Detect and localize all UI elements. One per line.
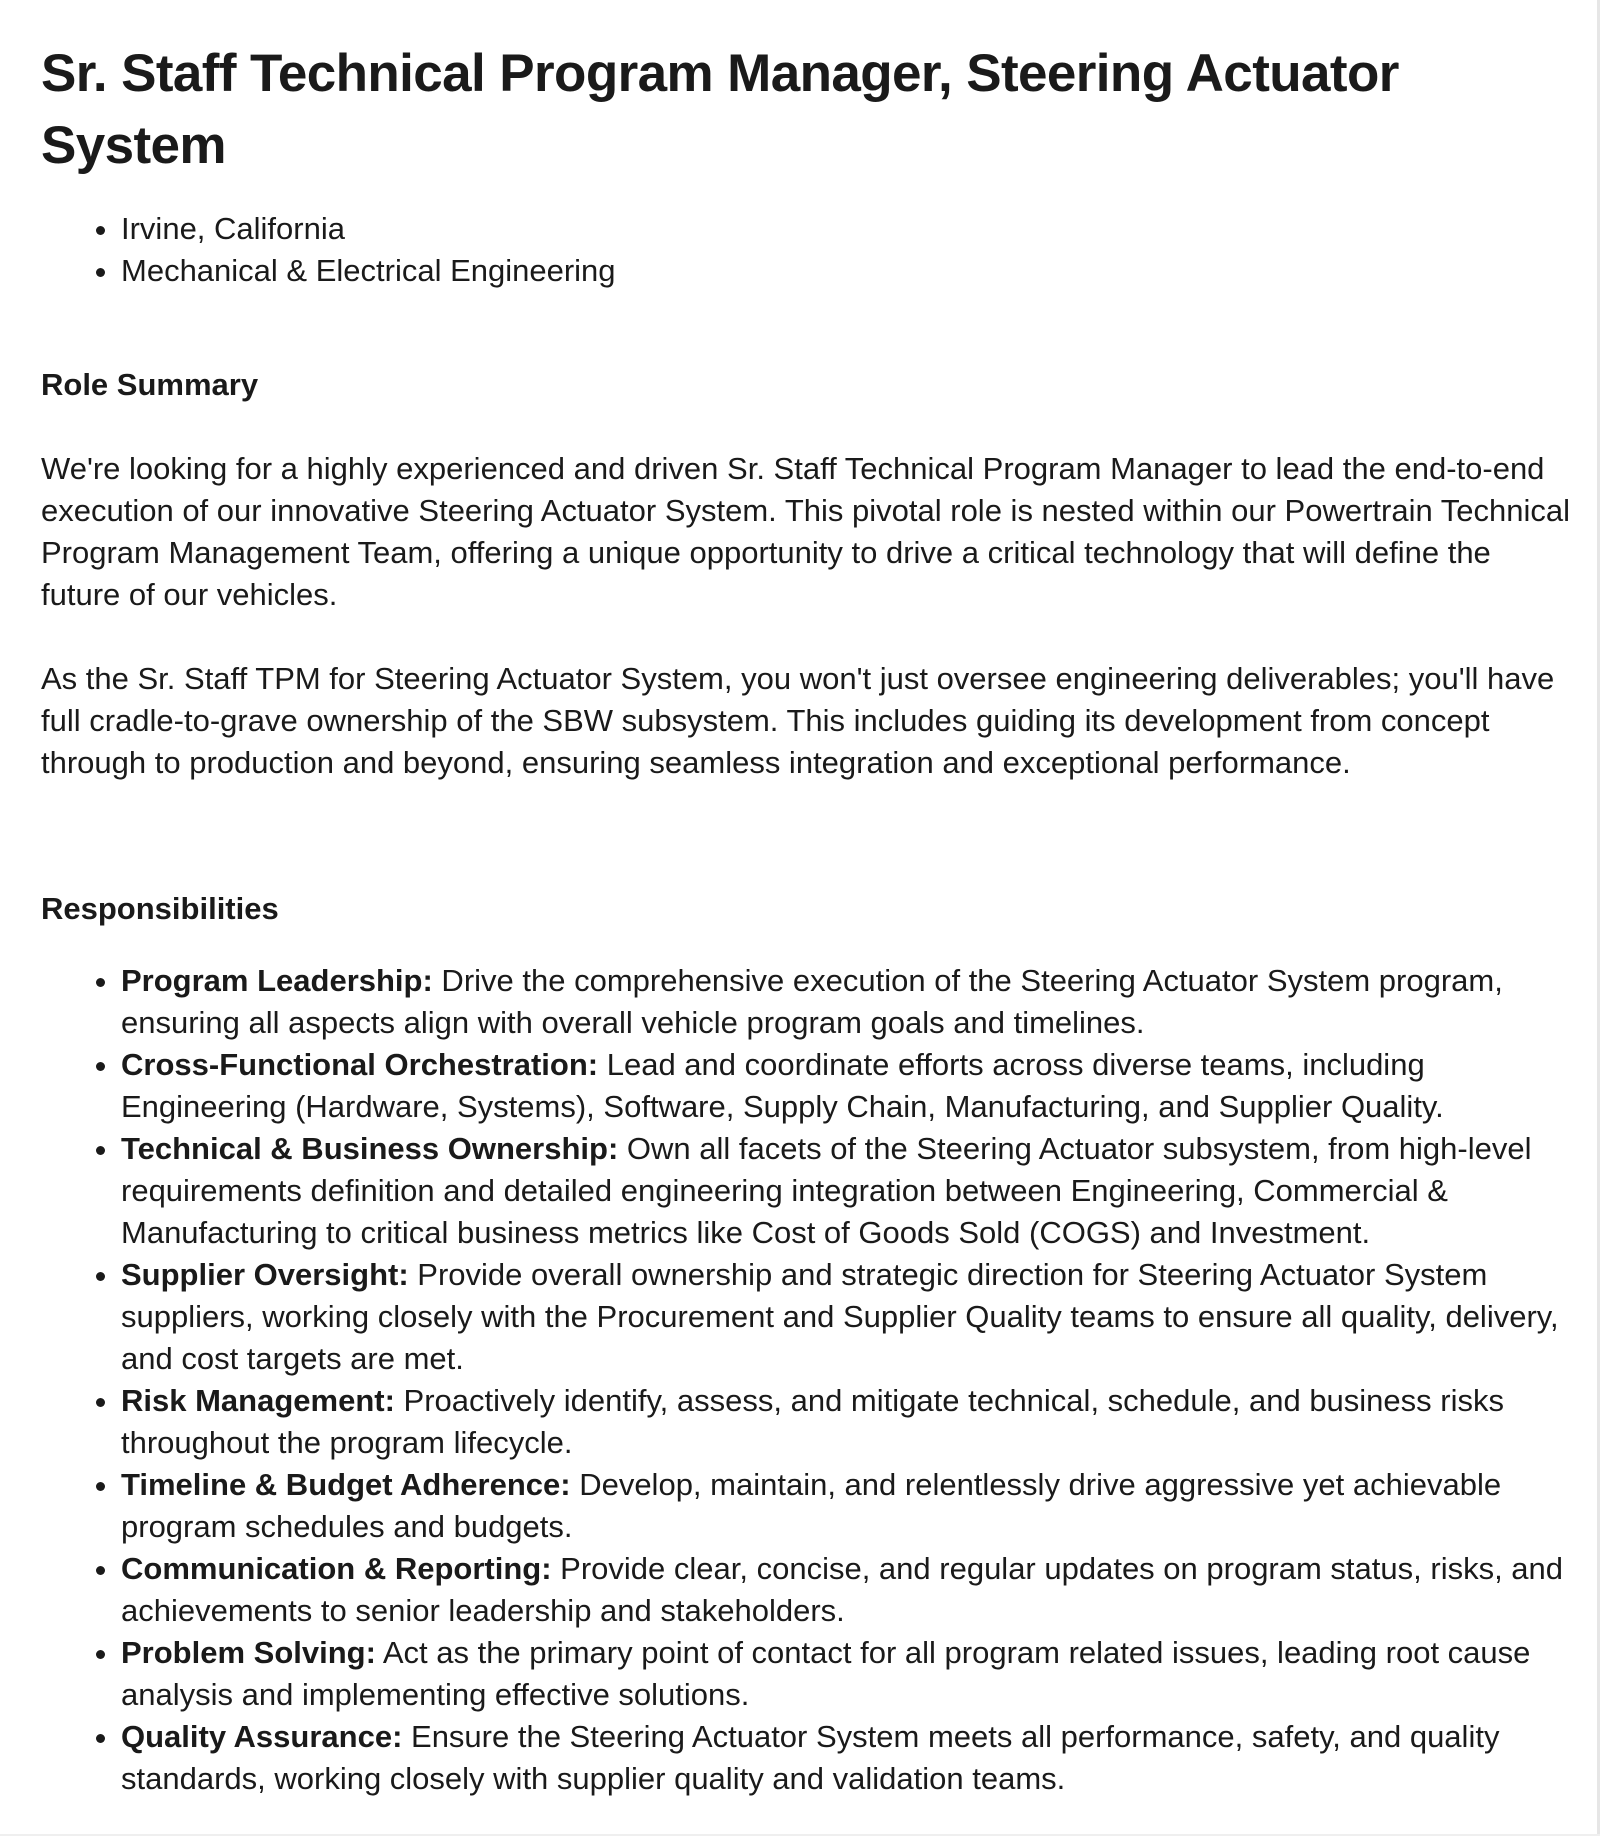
responsibility-item: [121, 1044, 1581, 1128]
responsibility-item: [121, 1128, 1581, 1254]
responsibility-item: [121, 1632, 1581, 1716]
responsibility-item: [121, 1548, 1581, 1632]
responsibility-item: [121, 1380, 1581, 1464]
responsibility-label: Risk Management:: [121, 1383, 395, 1418]
responsibility-text: Ensure the Steering Actuator System meets all performance, safety, and quality standards, working closely with supplier quality and validation teams.: [121, 1719, 1500, 1796]
responsibility-label: Technical & Business Ownership:: [121, 1131, 619, 1166]
responsibility-text: Proactively identify, assess, and mitigate technical, schedule, and business risks throughout the program lifecycle.: [121, 1383, 1504, 1460]
role-summary-paragraph: As the Sr. Staff TPM for Steering Actuator System, you won't just oversee engineering deliverables; you'll have full cradle-to-grave ownership of the SBW subsystem. This includes guiding its development from concept through to production and beyond, ensuring seamless integration and exceptional performance.: [41, 661, 1555, 780]
responsibility-label: Quality Assurance:: [121, 1719, 403, 1754]
responsibility-item: [121, 1254, 1581, 1380]
responsibility-text: Drive the comprehensive execution of the Steering Actuator System program, ensuring all aspects align with overall vehicle program goals and timelines.: [121, 963, 1503, 1040]
responsibility-text: Develop, maintain, and relentlessly drive aggressive yet achievable program schedules and budgets.: [121, 1467, 1502, 1544]
responsibilities-list: [41, 960, 1581, 1800]
responsibility-text: Provide clear, concise, and regular updates on program status, risks, and achievements to senior leadership and stakeholders.: [121, 1551, 1564, 1628]
responsibilities-heading: Responsibilities: [41, 891, 279, 926]
job-department: • Mechanical & Electrical Engineering: [121, 250, 1561, 292]
responsibility-text: Lead and coordinate efforts across diverse teams, including Engineering (Hardware, Systems), Software, Supply Chain, Manufacturing, and Supplier Quality.: [121, 1047, 1444, 1124]
responsibility-item: [121, 960, 1581, 1044]
role-summary-paragraph: We're looking for a highly experienced and driven Sr. Staff Technical Program Manager to lead the end-to-end execution of our innovative Steering Actuator System. This pivotal role is nested within our Powertrain Technical Program Management Team, offering a unique opportunity to drive a critical technology that will define the future of our vehicles.: [41, 451, 1570, 612]
responsibility-text: Own all facets of the Steering Actuator subsystem, from high-level requirements definition and detailed engineering integration between Engineering, Commercial & Manufacturing to critical business metrics like Cost of Goods Sold (COGS) and Investment.: [121, 1131, 1532, 1250]
responsibility-text: Provide overall ownership and strategic direction for Steering Actuator System suppliers, working closely with the Procurement and Supplier Quality teams to ensure all quality, delivery, and cost targets are met.: [121, 1257, 1559, 1376]
job-posting: [41, 38, 1570, 1800]
responsibility-label: Cross-Functional Orchestration:: [121, 1047, 599, 1082]
responsibility-label: Timeline & Budget Adherence:: [121, 1467, 571, 1502]
job-meta-list: [41, 208, 1561, 292]
role-summary-heading: Role Summary: [41, 367, 259, 402]
responsibility-text: Act as the primary point of contact for all program related issues, leading root cause analysis and implementing effective solutions.: [121, 1635, 1531, 1712]
responsibility-label: Program Leadership:: [121, 963, 433, 998]
responsibility-label: Communication & Reporting:: [121, 1551, 552, 1586]
responsibility-item: [121, 1464, 1581, 1548]
responsibility-item: [121, 1716, 1581, 1800]
responsibility-label: Problem Solving:: [121, 1635, 376, 1670]
responsibility-label: Supplier Oversight:: [121, 1257, 409, 1292]
job-location: • Irvine, California: [121, 208, 1561, 250]
job-title: Sr. Staff Technical Program Manager, Steering Actuator System: [41, 44, 1399, 175]
